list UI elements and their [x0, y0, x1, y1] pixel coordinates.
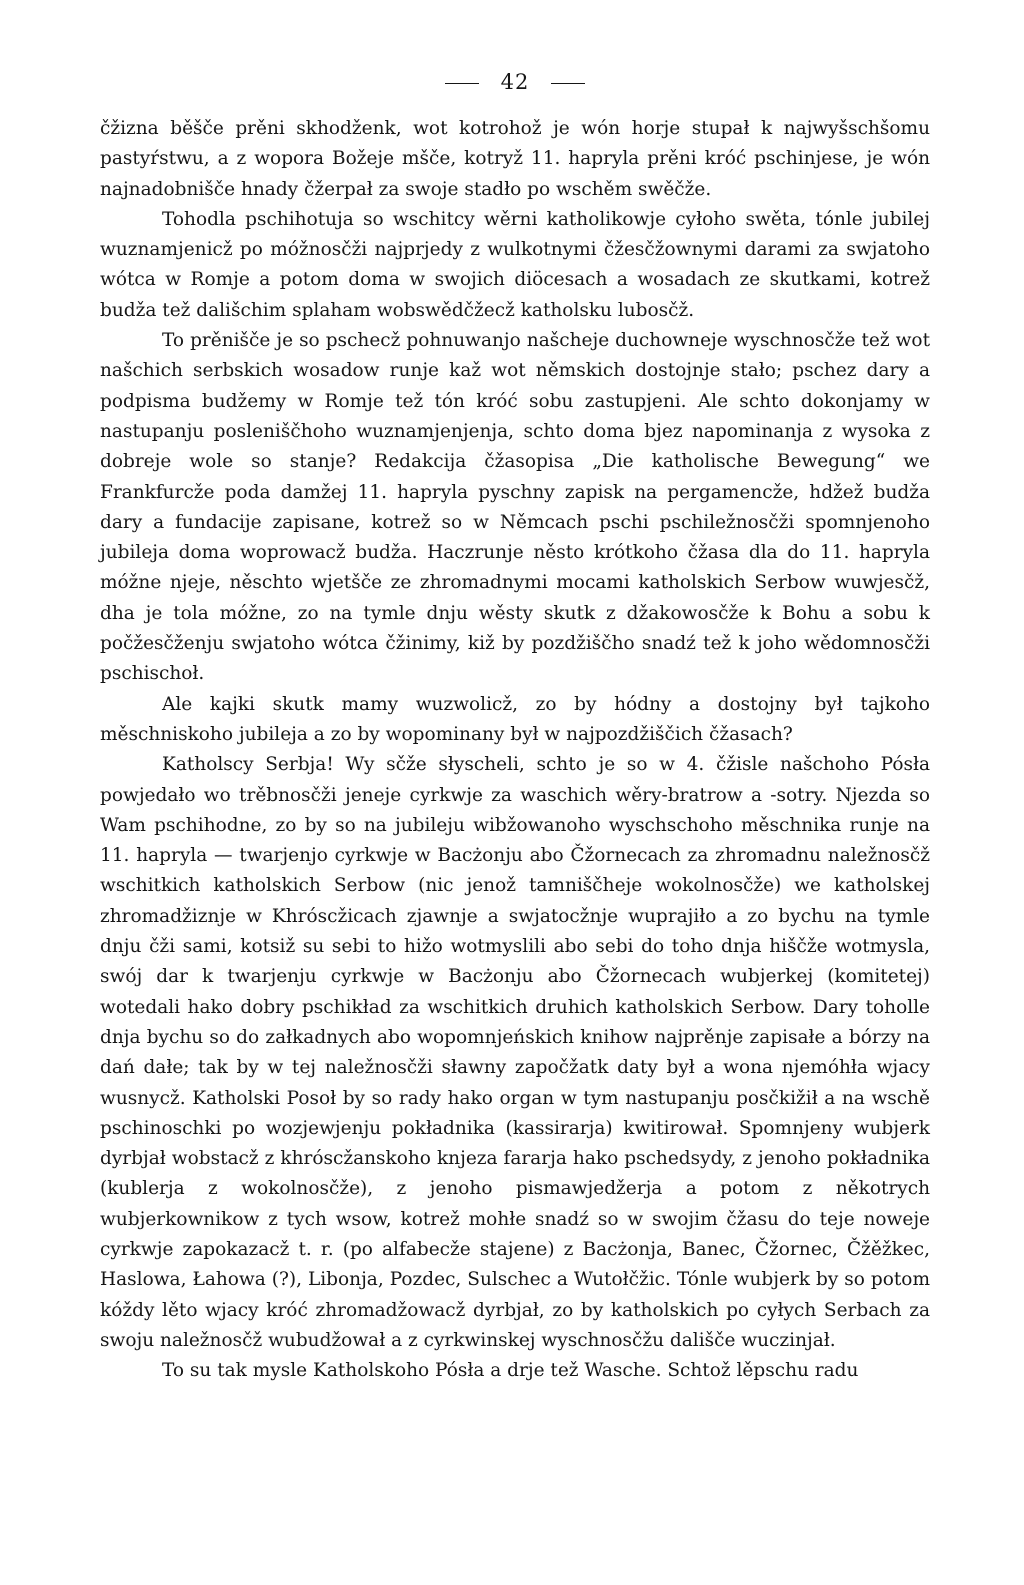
document-page: [100, 0, 930, 1585]
page-number: 42: [500, 70, 530, 94]
header-dash-left: [445, 83, 479, 84]
paragraph-3: To prěnišče je so pschecž pohnuwanjo našcheje duchowneje wyschnosčže tež wot našchich serbskich wosadow runje kaž wot němskich dostojnje stało; pschez dary a podpisma budžemy w Romje tež tón króć sobu zastupjeni. Ale schto dokonjamy w nastupanju posleniščhoho wuznamjenjenja, schto doma bjez napominanja z wysoka z dobreje wole so stanje? Redakcija čžasopisa „Die katholische Bewegung“ we Frankfurcže poda damžej 11. hapryla pyschny zapisk na pergamencže, hdžež budža dary a fundacije zapisane, kotrež so w Němcach pschi pschiležnosčži spomnjenoho jubileja doma woprowacž budža. Haczrunje něsto krótkoho čžasa dla do 11. hapryla móžne njeje, něschto wjetšče ze zhromadnymi mocami katholskich Serbow wuwjesčž, dha je tola móžne, zo na tymle dnju wěsty skutk z džakowosčže k Bohu a sobu k počžesčženju swjatoho wótca čžinimy, kiž by pozdžiščho snadź tež k joho wědomnosčži pschischoł.: [100, 330, 930, 685]
paragraph-1: čžizna běšče prěni skhodženk, wot kotrohož je wón horje stupał k najwyšschšomu pastyŕstwu, a z wopora Božeje mšče, kotryž 11. hapryla prěni króć pschinjese, je wón najnadobnišče hnady čžerpał za swoje stadło po wschěm swěčže.: [100, 118, 930, 200]
paragraph-4: Ale kajki skutk mamy wuzwolicž, zo by hódny a dostojny był tajkoho měschniskoho jubileja a zo by wopominany był w najpozdžiščich čžasach?: [100, 693, 930, 745]
header-dash-right: [551, 83, 585, 84]
body-text: [100, 114, 930, 1386]
paragraph-2: Tohodla pschihotuja so wschitcy wěrni katholikowje cyłoho swěta, tónle jubilej wuznamjenicž po móžnosčži najprjedy z wulkotnymi čžesčžownymi darami za swjatoho wótca w Romje a potom doma w swojich diöcesach a wosadach ze skutkami, kotrež budža tež dališchim splaham wobswědčžecž katholsku lubosčž.: [100, 208, 930, 321]
paragraph-6: To su tak mysle Katholskoho Pósła a drje tež Wasche. Schtož lěpschu radu: [162, 1360, 859, 1382]
page-header: [100, 70, 930, 94]
paragraph-5: Katholscy Serbja! Wy sčže słyscheli, schto je so w 4. čžisle našchoho Pósła powjedało wo trěbnosčži jeneje cyrkwje za waschich wěry-bratrow a -sotry. Njezda so Wam pschihodne, zo by so na jubileju wibžowanoho wyschschoho měschnika runje na 11. hapryla — twarjenjo cyrkwje w Bacżonju abo Čžornecach za zhromadnu naležnosčž wschitkich katholskich Serbow (nic jenož tamniščheje wokolnosčže) we katholskej zhromadžiznje w Khróscžicach zjawnje a swjatocžnje wuprajiło a zo bychu na tymle dnju čži sami, kotsiž su sebi to hižo wotmyslili abo sebi do toho dnja hiščže wotmysla, swój dar k twarjenju cyrkwje w Bacżonju abo Čžornecach wubjerkej (komitetej) wotedali hako dobry pschikład za wschitkich druhich katholskich Serbow. Dary toholle dnja bychu so do załkadnych abo wopomnjeńskich knihow najprěnje zapisałe a bórzy na dań dałe; tak by w tej naležnosčži sławny započžatk daty był a wona njemóhła wjacy wusnycž. Katholski Posoł by so rady hako organ w tym nastupanju posčkižił a na wschě pschinoschki po wozjewjenju pokładnika (kassirarja) kwitirował. Spomnjeny wubjerk dyrbjał wobstacž z khróscžanskoho knjeza fararja hako pschedsydy, z jenoho pokładnika (kublerja z wokolnosčže), z jenoho pismawjedžerja a potom z někotrych wubjerkownikow z tych wsow, kotrež mohłe snadź so w swojim čžasu do teje noweje cyrkwje zapokazacž t. r. (po alfabecže stajene) z Bacżonja, Banec, Čžornec, Čžěžkec, Haslowa, Łahowa (?), Libonja, Pozdec, Sulschec a Wutołčžic. Tónle wubjerk by so potom kóždy lěto wjacy króć zhromadžowacž dyrbjał, zo by katholskich po cyłych Serbach za swoju naležnosčž wubudžował a z cyrkwinskej wyschnosčžu dališče wuczinjał.: [100, 754, 930, 1351]
